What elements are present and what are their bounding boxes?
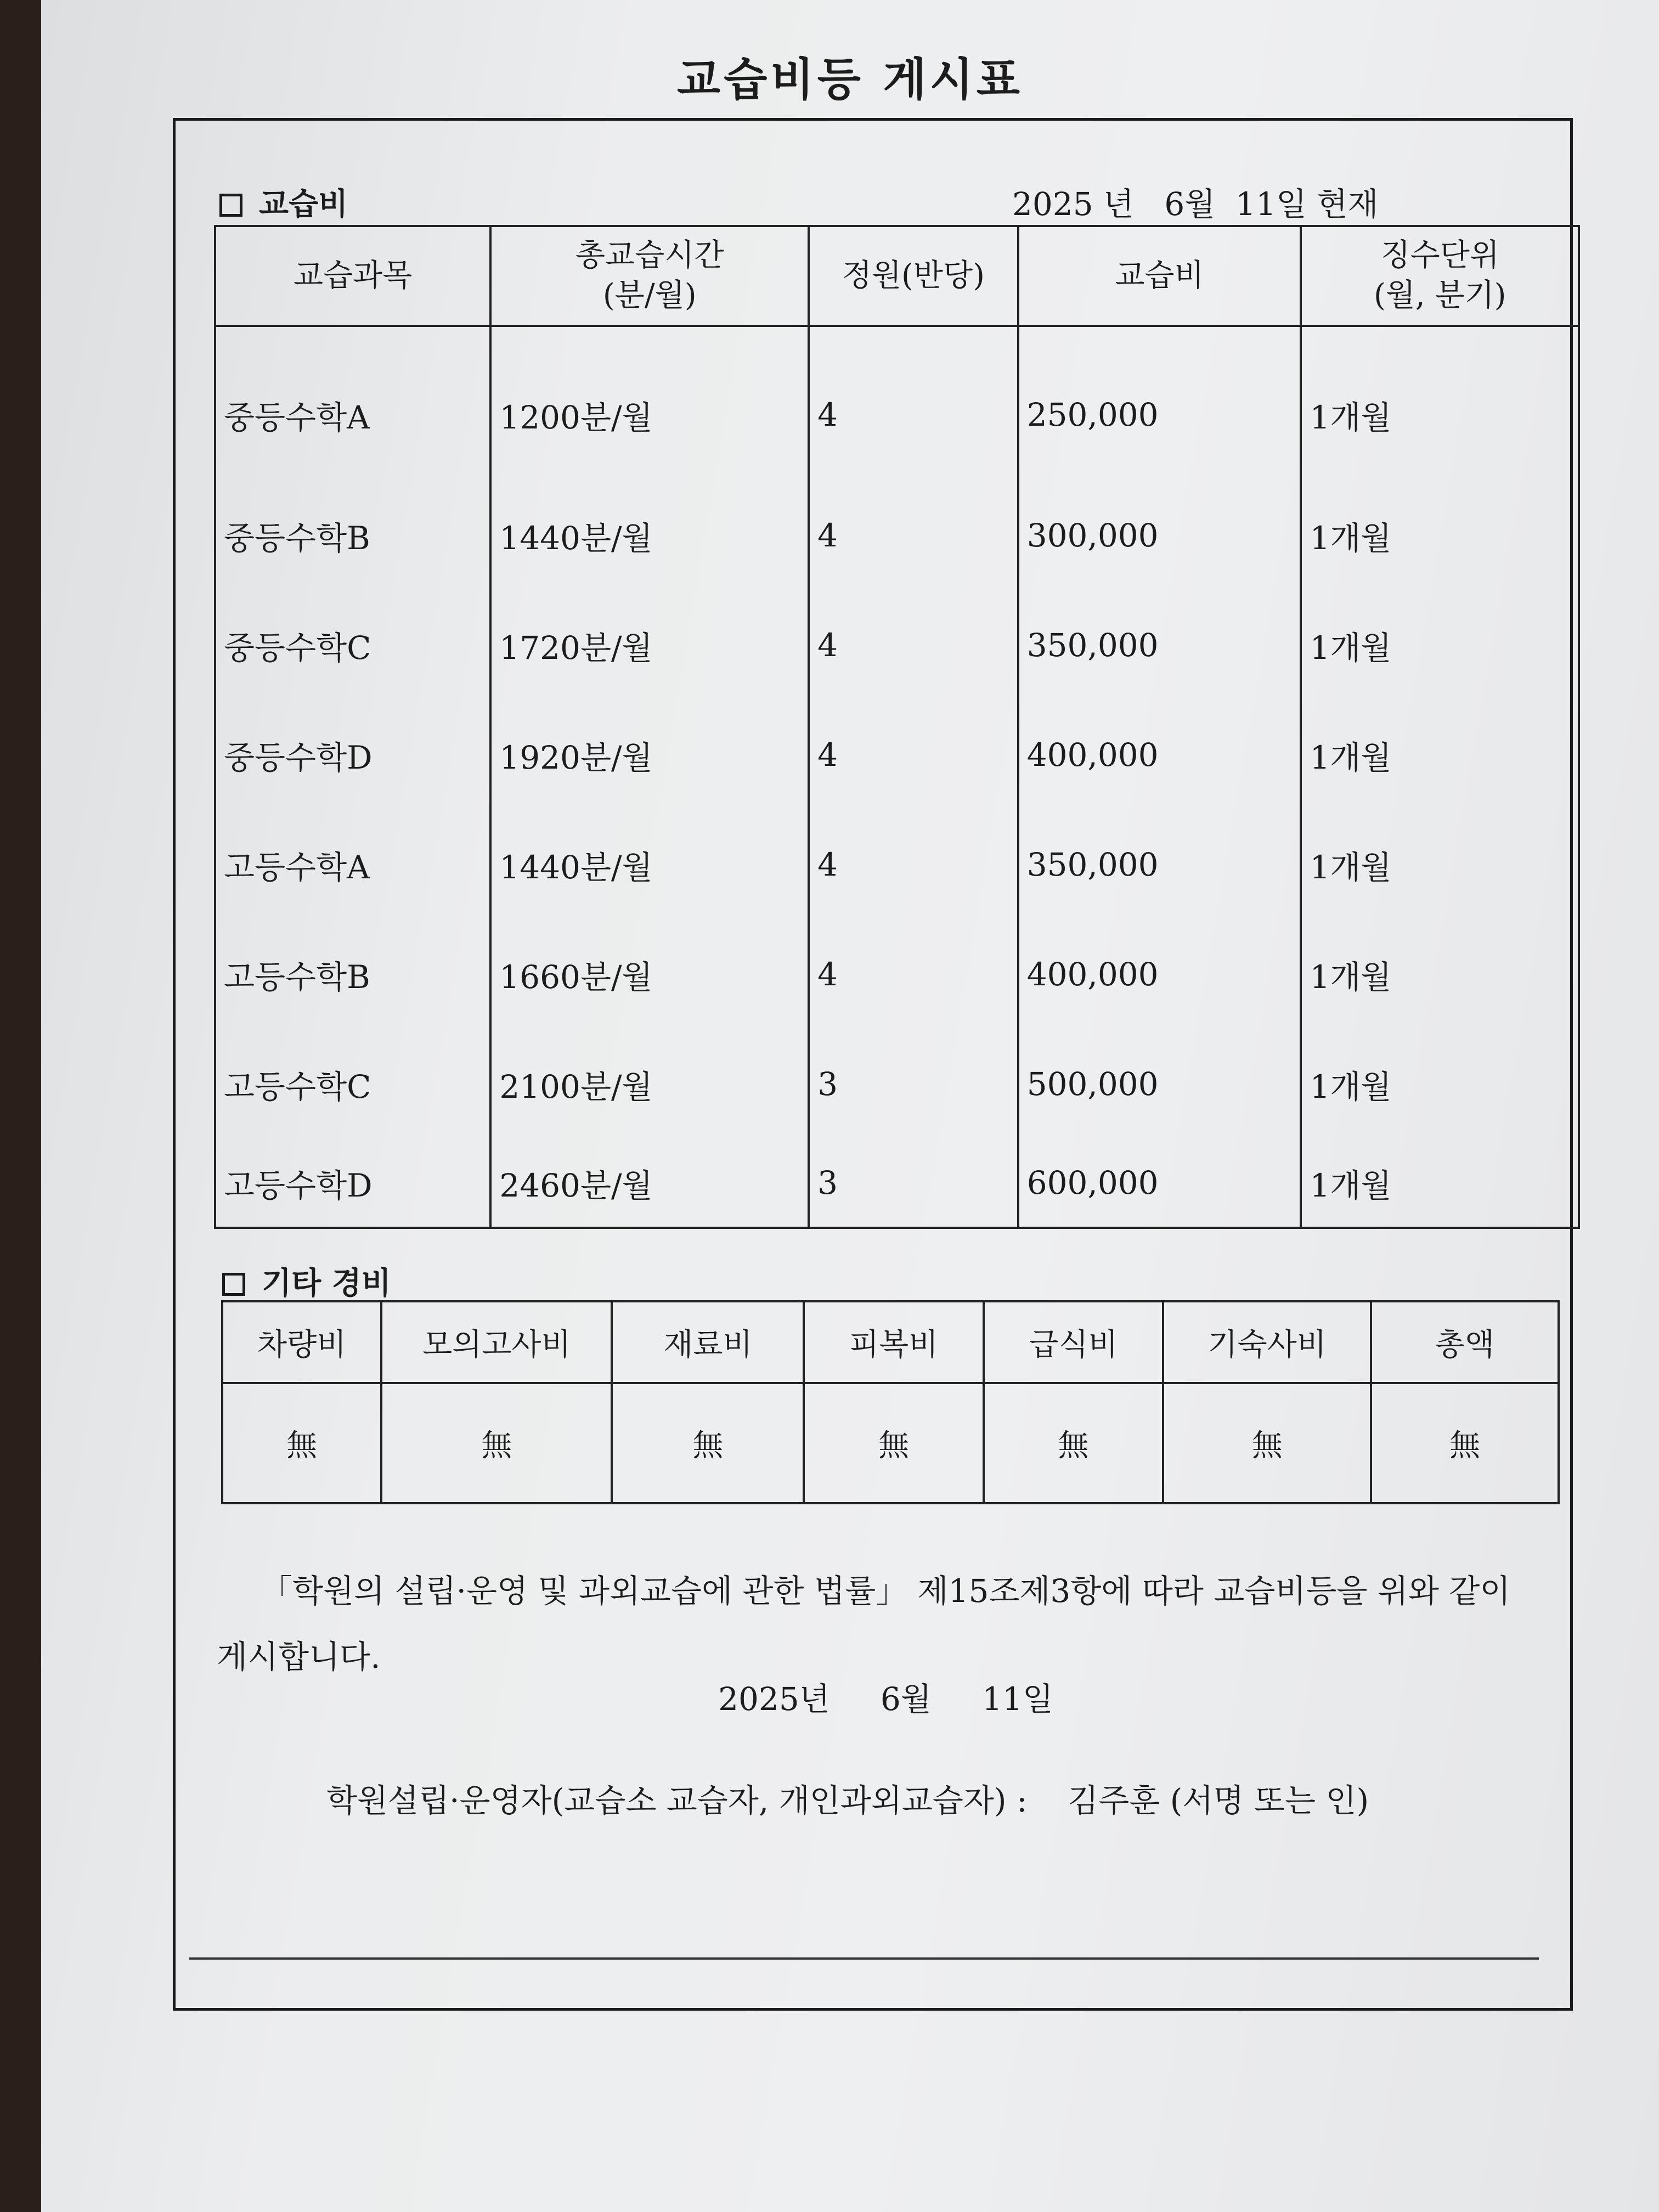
cell-unit: 1개월 [1301, 481, 1579, 590]
value-dormitory: 無 [1163, 1383, 1371, 1503]
misc-values-row [222, 1383, 1559, 1503]
cell-unit: 1개월 [1301, 810, 1579, 919]
table-row [215, 326, 1579, 481]
cell-capacity: 4 [809, 919, 1018, 1029]
cell-fee: 600,000 [1018, 1139, 1301, 1228]
value-vehicle: 無 [222, 1383, 381, 1503]
cell-hours: 1200분/월 [490, 326, 809, 481]
cell-hours: 1660분/월 [490, 919, 809, 1029]
cell-unit: 1개월 [1301, 1139, 1579, 1228]
header-capacity: 정원(반당) [809, 226, 1018, 326]
cell-unit: 1개월 [1301, 700, 1579, 810]
cell-fee: 400,000 [1018, 919, 1301, 1029]
table-row [215, 700, 1579, 810]
header-dormitory: 기숙사비 [1163, 1301, 1371, 1383]
header-total: 총액 [1371, 1301, 1559, 1383]
table-row [215, 919, 1579, 1029]
cell-unit: 1개월 [1301, 590, 1579, 700]
legal-notice [217, 1558, 1566, 1690]
header-hours: 총교습시간 (분/월) [490, 226, 809, 326]
misc-expenses-table [221, 1300, 1560, 1504]
cell-subject: 고등수학D [215, 1139, 490, 1228]
cell-subject: 중등수학B [215, 481, 490, 590]
header-materials: 재료비 [612, 1301, 804, 1383]
cell-fee: 500,000 [1018, 1029, 1301, 1139]
cell-unit: 1개월 [1301, 1029, 1579, 1139]
notice-date: 2025년 6월 11일 [718, 1680, 1053, 1718]
notice-sheet [41, 0, 1659, 2212]
table-row [215, 1029, 1579, 1139]
notice-line-2: 게시합니다. [217, 1638, 381, 1675]
table-row [215, 810, 1579, 919]
cell-capacity: 4 [809, 700, 1018, 810]
header-unit: 징수단위 (월, 분기) [1301, 226, 1579, 326]
cell-hours: 1920분/월 [490, 700, 809, 810]
table-row [215, 1139, 1579, 1228]
cell-subject: 중등수학A [215, 326, 490, 481]
value-mock-exam: 無 [381, 1383, 612, 1503]
notice-line-1: 「학원의 설립·운영 및 과외교습에 관한 법률」 제15조제3항에 따라 교습비등을 위와 같이 [261, 1572, 1511, 1610]
value-materials: 無 [612, 1383, 804, 1503]
cell-capacity: 4 [809, 481, 1018, 590]
cell-capacity: 3 [809, 1139, 1018, 1228]
cell-hours: 1720분/월 [490, 590, 809, 700]
cell-fee: 350,000 [1018, 810, 1301, 919]
cell-subject: 고등수학A [215, 810, 490, 919]
value-meals: 無 [984, 1383, 1163, 1503]
cell-subject: 고등수학C [215, 1029, 490, 1139]
header-fee: 교습비 [1018, 226, 1301, 326]
bottom-rule [189, 1957, 1539, 1960]
checkbox-icon [222, 1273, 245, 1296]
cell-hours: 2460분/월 [490, 1139, 809, 1228]
cell-capacity: 4 [809, 810, 1018, 919]
cell-fee: 350,000 [1018, 590, 1301, 700]
header-mock-exam: 모의고사비 [381, 1301, 612, 1383]
as-of-date: 2025 년 6월 11일 현재 [1012, 185, 1379, 223]
cell-fee: 250,000 [1018, 326, 1301, 481]
cell-subject: 중등수학D [215, 700, 490, 810]
page-title: 교습비등 게시표 [676, 54, 1024, 106]
value-total: 無 [1371, 1383, 1559, 1503]
cell-capacity: 4 [809, 590, 1018, 700]
cell-unit: 1개월 [1301, 919, 1579, 1029]
checkbox-icon [219, 194, 242, 217]
signature-line: 학원설립·운영자(교습소 교습자, 개인과외교습자) : 김주훈 (서명 또는 인) [326, 1782, 1369, 1819]
fees-section-heading: 교습비 [219, 180, 348, 224]
cell-hours: 1440분/월 [490, 481, 809, 590]
cell-hours: 2100분/월 [490, 1029, 809, 1139]
misc-section-heading: 기타 경비 [222, 1259, 391, 1303]
cell-capacity: 3 [809, 1029, 1018, 1139]
cell-subject: 고등수학B [215, 919, 490, 1029]
cell-capacity: 4 [809, 326, 1018, 481]
header-vehicle: 차량비 [222, 1301, 381, 1383]
header-subject: 교습과목 [215, 226, 490, 326]
fees-header-row [215, 226, 1579, 326]
value-uniform: 無 [804, 1383, 983, 1503]
table-row [215, 481, 1579, 590]
fees-table [214, 225, 1580, 1229]
cell-unit: 1개월 [1301, 326, 1579, 481]
cell-subject: 중등수학C [215, 590, 490, 700]
cell-fee: 300,000 [1018, 481, 1301, 590]
cell-hours: 1440분/월 [490, 810, 809, 919]
header-uniform: 피복비 [804, 1301, 983, 1383]
header-meals: 급식비 [984, 1301, 1163, 1383]
cell-fee: 400,000 [1018, 700, 1301, 810]
table-row [215, 590, 1579, 700]
misc-header-row [222, 1301, 1559, 1383]
